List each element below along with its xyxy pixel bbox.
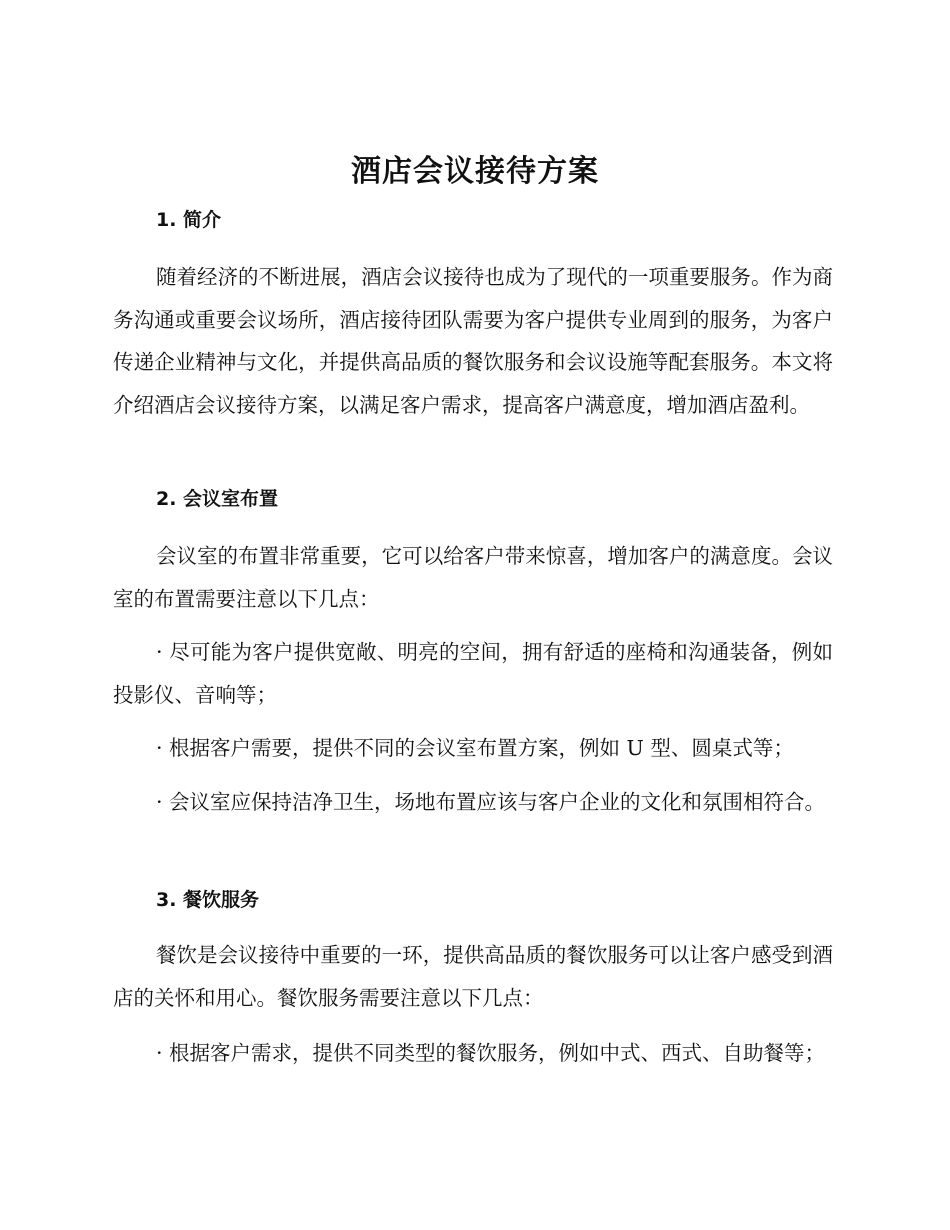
paragraph-catering: 餐饮是会议接待中重要的一环，提供高品质的餐饮服务可以让客户感受到酒店的关怀和用心。餐饮服务需要注意以下几点： — [113, 943, 833, 1010]
document-title: 酒店会议接待方案 — [351, 154, 599, 189]
list-item-catering-1: · 根据客户需求，提供不同类型的餐饮服务，例如中式、西式、自助餐等； — [156, 1041, 826, 1065]
list-item-meeting-room-1: · 尽可能为客户提供宽敞、明亮的空间，拥有舒适的座椅和沟通装备，例如投影仪、音响等； — [113, 640, 833, 707]
paragraph-meeting-room: 会议室的布置非常重要，它可以给客户带来惊喜，增加客户的满意度。会议室的布置需要注意以下几点： — [113, 544, 833, 611]
list-item-meeting-room-3: · 会议室应保持洁净卫生，场地布置应该与客户企业的文化和氛围相符合。 — [156, 790, 826, 814]
paragraph-intro: 随着经济的不断进展，酒店会议接待也成为了现代的一项重要服务。作为商务沟通或重要会议场所，酒店接待团队需要为客户提供专业周到的服务，为客户传递企业精神与文化，并提供高品质的餐饮服务和会议设施等配套服务。本文将介绍酒店会议接待方案，以满足客户需求，提高客户满意度，增加酒店盈利。 — [113, 265, 833, 417]
list-item-meeting-room-2: · 根据客户需要，提供不同的会议室布置方案，例如 U 型、圆桌式等； — [156, 736, 794, 760]
section-heading-intro: 1. 简介 — [156, 209, 222, 231]
section-heading-catering: 3. 餐饮服务 — [156, 889, 260, 911]
section-heading-meeting-room: 2. 会议室布置 — [156, 488, 279, 510]
